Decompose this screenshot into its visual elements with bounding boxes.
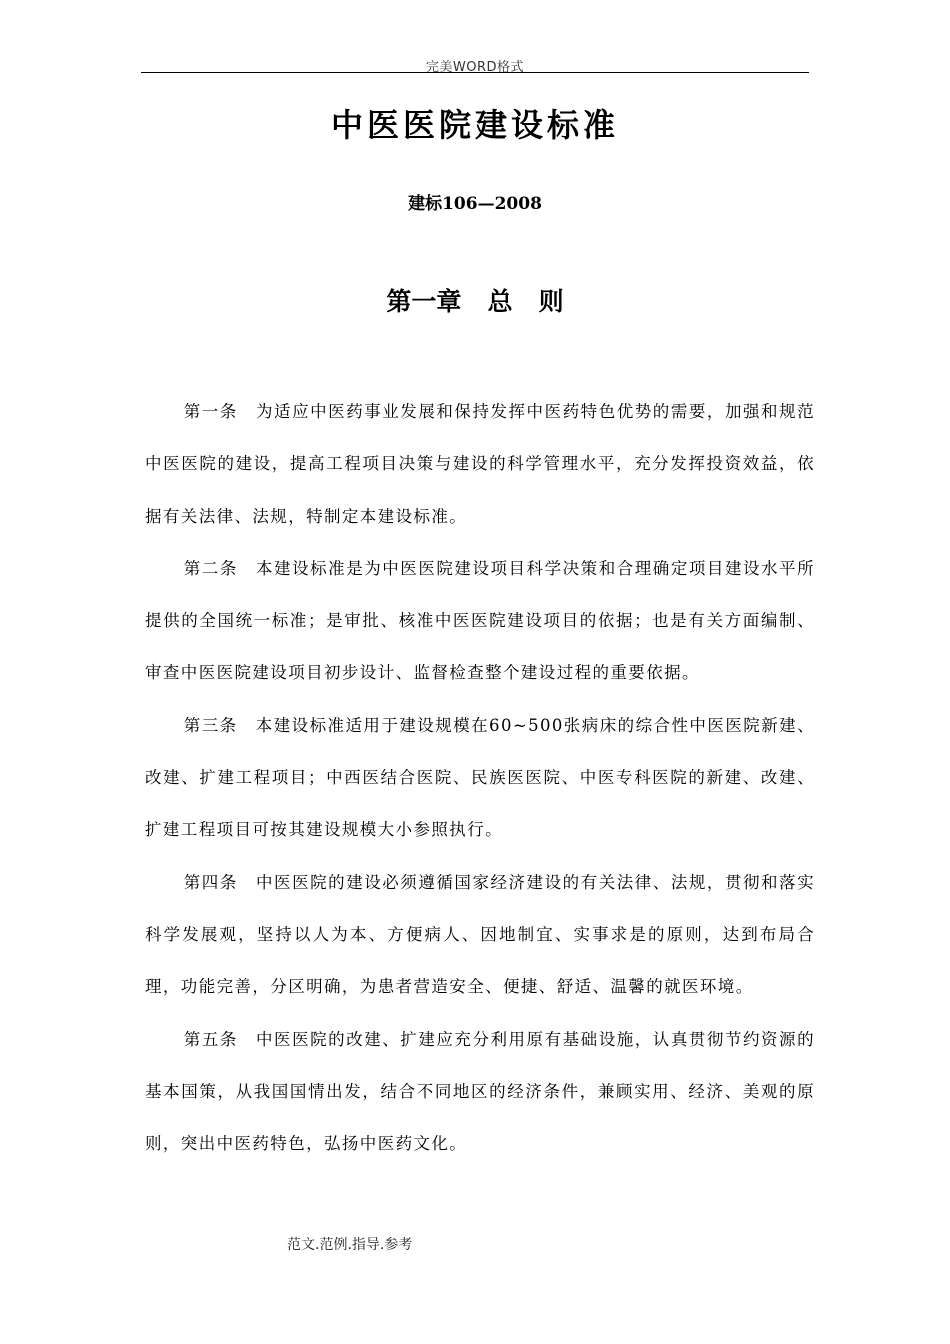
article-label: 第三条 <box>183 715 238 735</box>
article-1 <box>145 386 815 543</box>
article-text: 为适应中医药事业发展和保持发挥中医药特色优势的需要，加强和规范中医医院的建设，提高工程项目决策与建设的科学管理水平，充分发挥投资效益，依据有关法律、法规，特制定本建设标准。 <box>145 402 815 526</box>
article-label: 第二条 <box>183 558 238 578</box>
article-label: 第四条 <box>183 872 238 892</box>
article-label: 第一条 <box>183 402 238 421</box>
article-4 <box>145 857 815 1014</box>
article-label: 第五条 <box>183 1029 238 1049</box>
chapter-heading: 第一章 总 则 <box>386 287 564 316</box>
document-body <box>145 386 815 1170</box>
page-footer-text: 范文.范例.指导.参考 <box>287 1237 413 1253</box>
article-5 <box>145 1014 815 1171</box>
standard-code: 建标106—2008 <box>408 194 542 214</box>
document-title: 中医医院建设标准 <box>330 106 619 144</box>
page-header-text: 完美WORD格式 <box>425 60 525 75</box>
article-text: 中医医院的建设必须遵循国家经济建设的有关法律、法规，贯彻和落实科学发展观，坚持以人为本、方便病人、因地制宜、实事求是的原则，达到布局合理，功能完善，分区明确，为患者营造安全、便捷、舒适、温馨的就医环境。 <box>145 872 815 997</box>
article-text: 本建设标准是为中医医院建设项目科学决策和合理确定项目建设水平所提供的全国统一标准；是审批、核准中医医院建设项目的依据；也是有关方面编制、审查中医医院建设项目初步设计、监督检查整个建设过程的重要依据。 <box>145 558 815 683</box>
article-text: 中医医院的改建、扩建应充分利用原有基础设施，认真贯彻节约资源的基本国策，从我国国情出发，结合不同地区的经济条件，兼顾实用、经济、美观的原则，突出中医药特色，弘扬中医药文化。 <box>145 1029 815 1154</box>
article-3 <box>145 700 815 857</box>
header-divider <box>141 72 809 73</box>
article-2 <box>145 543 815 700</box>
article-text: 本建设标准适用于建设规模在60~500张病床的综合性中医医院新建、改建、扩建工程项目；中西医结合医院、民族医医院、中医专科医院的新建、改建、扩建工程项目可按其建设规模大小参照执行。 <box>145 715 816 840</box>
